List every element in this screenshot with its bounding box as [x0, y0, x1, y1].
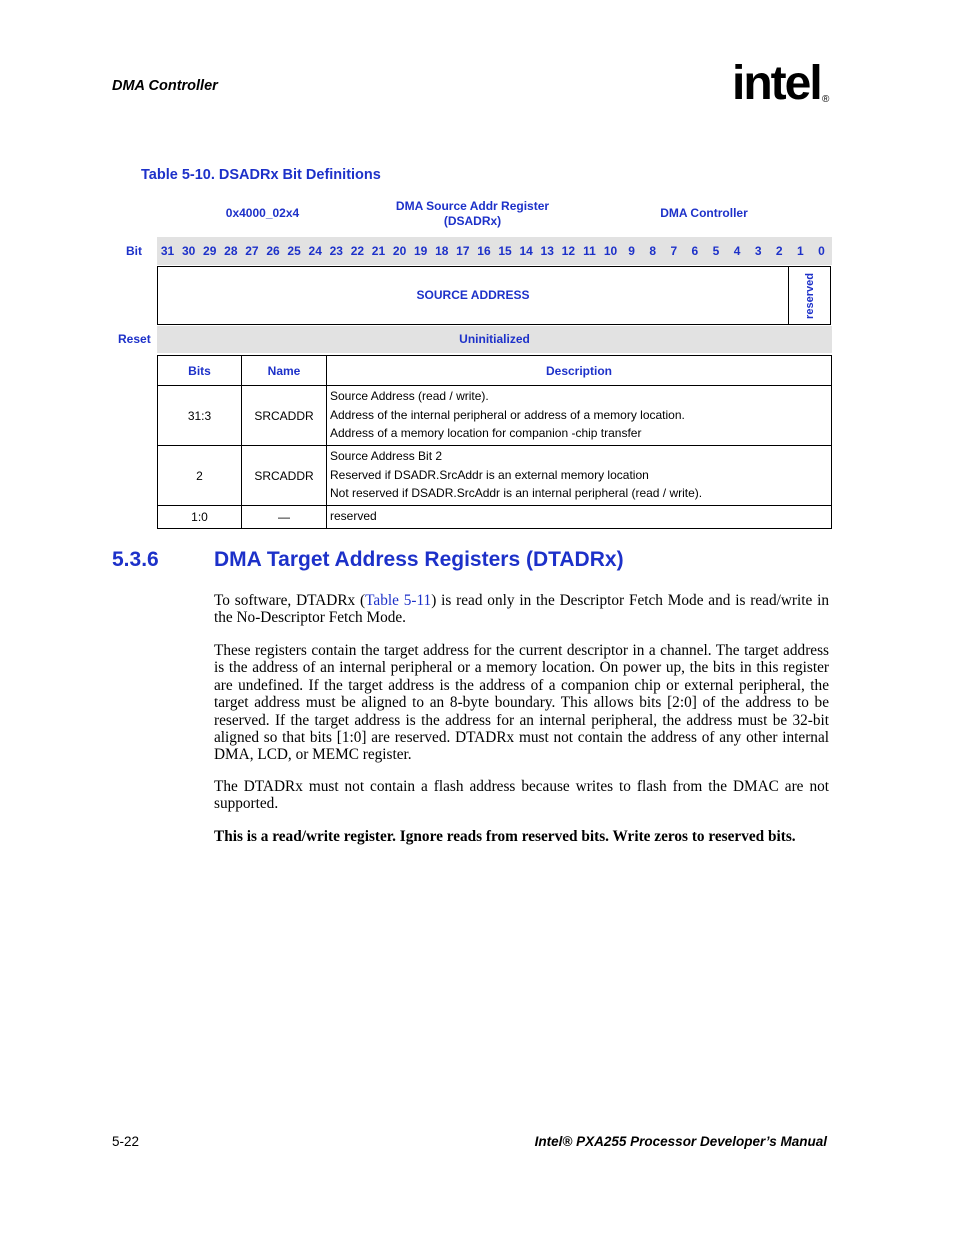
bit-number: 21	[371, 244, 386, 258]
bit-row-label: Bit	[126, 244, 142, 258]
register-note: This is a read/write register. Ignore reads from reserved bits. Write zeros to reserved bits.	[214, 828, 796, 845]
description-line: Address of a memory location for companion -chip transfer	[330, 426, 642, 440]
running-header: DMA Controller	[112, 78, 218, 94]
paragraph-text: To software, DTADRx (	[214, 592, 366, 609]
intel-logo	[732, 57, 832, 116]
bit-number: 12	[561, 244, 575, 258]
paragraph-text: ) is read only in the Descriptor Fetch Mode and is read/write in the No-Descriptor Fetch Mode.	[214, 592, 829, 627]
description-line: reserved	[330, 509, 377, 523]
manual-title: Intel® PXA255 Processor Developer’s Manual	[534, 1134, 827, 1149]
paragraph	[214, 592, 829, 627]
section-number: 5.3.6	[112, 548, 159, 571]
paragraph: These registers contain the target address for the current descriptor in a channel. The target address is the address of an internal peripheral or a memory location. On power up, the bits in this register are undefined. If the target address is the address of a companion chip or external peripheral, the target address must be aligned to an 8-byte boundary. This allows bits [2:0] of the address to be reserved. If the target address is the address for an internal peripheral, the address must be 32-bit aligned so that bits [1:0] are reserved. DTADRx must not contain the address of any other internal DMA, LCD, or MEMC register.	[214, 642, 829, 764]
register-name-line2: (DSADRx)	[443, 214, 502, 228]
reset-value: Uninitialized	[157, 326, 832, 353]
bit-number: 13	[540, 244, 554, 258]
bit-number: 1	[797, 244, 804, 258]
table-header-row	[158, 356, 832, 386]
register-name-line1: DMA Source Addr Register	[395, 199, 550, 213]
bit-number-row	[157, 237, 832, 265]
cell-description	[327, 446, 832, 506]
registered-mark: ®	[822, 94, 830, 105]
bit-number: 9	[628, 244, 635, 258]
bit-number: 11	[583, 244, 596, 258]
field-reserved-label: reserved	[803, 272, 816, 319]
bit-number: 22	[350, 244, 365, 258]
description-line: Not reserved if DSADR.SrcAddr is an internal peripheral (read / write).	[330, 486, 703, 500]
cell-description	[327, 386, 832, 446]
bit-number: 18	[435, 244, 449, 258]
section-title: DMA Target Address Registers (DTADRx)	[214, 548, 624, 571]
field-source-address: SOURCE ADDRESS	[158, 267, 789, 324]
bit-number: 5	[712, 244, 720, 258]
bit-number: 30	[181, 244, 196, 258]
bit-number: 24	[308, 244, 322, 258]
bit-number: 31	[160, 244, 175, 258]
bit-number: 29	[203, 244, 217, 258]
intel-logo-text: intel	[732, 57, 821, 110]
bit-number: 17	[456, 244, 470, 258]
paragraph: The DTADRx must not contain a flash address because writes to flash from the DMAC are not supported.	[214, 778, 829, 813]
bit-number: 4	[733, 244, 741, 258]
bit-number: 7	[670, 244, 678, 258]
bit-number: 23	[329, 244, 343, 258]
bit-number: 25	[287, 244, 301, 258]
bit-number: 6	[691, 244, 699, 258]
col-header-description: Description	[327, 356, 832, 386]
bit-number: 16	[477, 244, 491, 258]
cell-name: SRCADDR	[242, 446, 327, 506]
bit-number: 3	[754, 244, 762, 258]
cell-description	[327, 506, 832, 529]
description-line: Reserved if DSADR.SrcAddr is an external memory location	[330, 467, 649, 482]
bit-definitions-table	[157, 355, 832, 529]
table-caption: Table 5-10. DSADRx Bit Definitions	[141, 167, 381, 183]
cell-name: —	[242, 506, 327, 529]
table-row	[158, 446, 832, 506]
col-header-bits: Bits	[158, 356, 242, 386]
register-name	[370, 199, 575, 229]
table-5-11-link[interactable]: Table 5-11	[365, 592, 432, 609]
cell-bits: 1:0	[158, 506, 242, 529]
cell-bits: 31:3	[158, 386, 242, 446]
bit-number: 8	[649, 244, 657, 258]
field-reserved	[789, 267, 830, 324]
table-row	[158, 386, 832, 446]
cell-name: SRCADDR	[242, 386, 327, 446]
bit-number: 26	[266, 244, 280, 258]
register-address: 0x4000_02x4	[225, 206, 300, 220]
description-line: Source Address Bit 2	[330, 449, 443, 463]
register-unit: DMA Controller	[660, 206, 748, 220]
bit-number: 14	[519, 244, 533, 258]
description-line: Address of the internal peripheral or address of a memory location.	[330, 407, 685, 422]
table-row	[158, 506, 832, 529]
bit-number: 0	[818, 244, 825, 258]
bit-number: 10	[603, 244, 618, 258]
page-number: 5-22	[112, 1134, 140, 1149]
bit-number: 27	[245, 244, 259, 258]
cell-bits: 2	[158, 446, 242, 506]
bit-number: 28	[224, 244, 238, 258]
col-header-name: Name	[242, 356, 327, 386]
bit-number: 19	[413, 244, 428, 258]
bit-number: 15	[498, 244, 512, 258]
description-line: Source Address (read / write).	[330, 389, 489, 403]
field-layout	[157, 266, 831, 325]
bit-number: 20	[392, 244, 407, 258]
bit-number: 2	[775, 244, 783, 258]
reset-label: Reset	[118, 332, 151, 346]
